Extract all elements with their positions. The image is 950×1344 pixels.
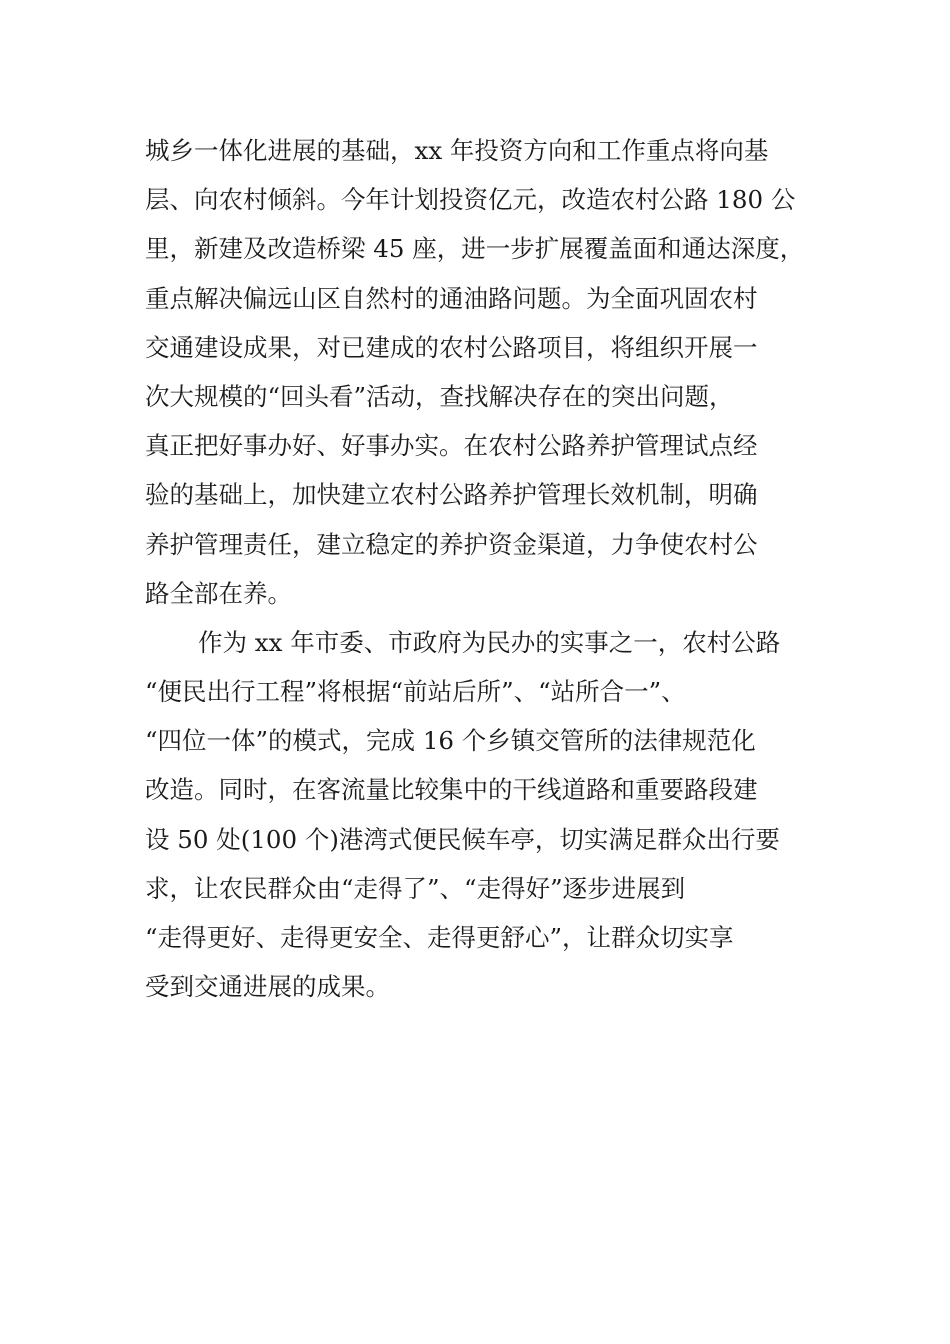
text-line: 作为 xx 年市委、市政府为民办的实事之一，农村公路 — [198, 627, 781, 657]
text-line: 真正把好事办好、好事办实。在农村公路养护管理试点经 — [145, 431, 758, 461]
text-line: 里，新建及改造桥梁 45 座，进一步扩展覆盖面和通达深度， — [145, 234, 805, 264]
text-line: 验的基础上，加快建立农村公路养护管理长效机制，明确 — [145, 480, 758, 510]
text-line: 养护管理责任，建立稳定的养护资金渠道，力争使农村公 — [145, 529, 758, 559]
text-line: 路全部在养。 — [145, 578, 292, 608]
text-line: “便民出行工程”将根据“前站后所”、“站所合一”、 — [145, 677, 686, 707]
paragraph-1 — [145, 126, 825, 618]
paragraph-2 — [145, 618, 825, 1012]
text-line: 城乡一体化进展的基础，xx 年投资方向和工作重点将向基 — [145, 136, 769, 165]
text-line: 改造。同时，在客流量比较集中的干线道路和重要路段建 — [145, 775, 758, 805]
text-line: 受到交通进展的成果。 — [145, 972, 390, 1002]
text-line: “四位一体”的模式，完成 16 个乡镇交管所的法律规范化 — [145, 726, 756, 756]
document-body — [145, 126, 825, 1011]
text-line: 交通建设成果，对已建成的农村公路项目，将组织开展一 — [145, 332, 758, 362]
text-line: 求，让农民群众由“走得了”、“走得好”逐步进展到 — [145, 873, 686, 903]
text-line: 重点解决偏远山区自然村的通油路问题。为全面巩固农村 — [145, 283, 758, 313]
text-line: 层、向农村倾斜。今年计划投资亿元，改造农村公路 180 公 — [145, 185, 796, 215]
text-line: 设 50 处(100 个)港湾式便民候车亭，切实满足群众出行要 — [145, 824, 780, 854]
text-line: 次大规模的“回头看”活动，查找解决存在的突出问题， — [145, 381, 734, 411]
text-line: “走得更好、走得更安全、走得更舒心”，让群众切实享 — [145, 923, 734, 952]
